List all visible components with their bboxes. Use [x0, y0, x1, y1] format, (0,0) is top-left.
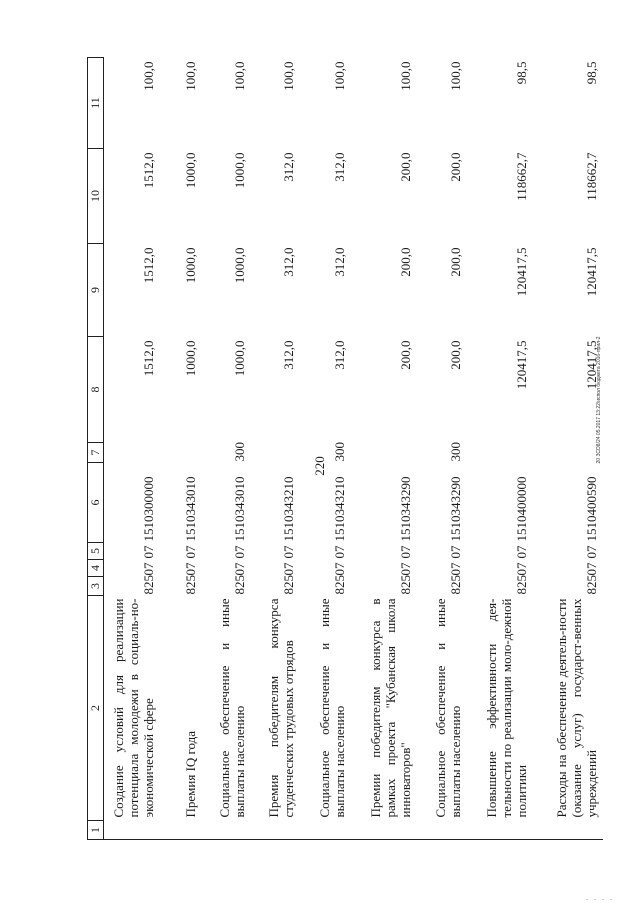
row-col-3: 825 [584, 575, 599, 595]
row-col-5: 07 [183, 545, 198, 559]
row-col-3: 825 [398, 575, 413, 595]
row-col-10: 312,0 [332, 152, 347, 182]
row-col-9: 312,0 [332, 247, 347, 277]
column-header-1: 1 [88, 821, 104, 840]
row-name: Премии победителям конкурса в рамках проекта "Кубанская школа инноваторов" [368, 598, 413, 818]
row-col-11: 100,0 [232, 61, 247, 91]
column-header-11: 11 [88, 58, 104, 149]
row-col-8: 120417,5 [584, 340, 599, 390]
row-col-9: 120417,5 [584, 247, 599, 297]
table-row [533, 58, 603, 840]
row-col-5: 07 [398, 545, 413, 559]
row-col-1 [533, 821, 603, 840]
row-col-11: 98,5 [584, 61, 599, 85]
table-row [160, 58, 202, 840]
table-row [300, 58, 351, 840]
row-col-6: 1510343290 [398, 476, 413, 542]
row-col-10: 118662,7 [514, 152, 529, 201]
row-col-10: 1000,0 [183, 152, 198, 189]
file-path-footer: 20 ЗСО8/24 05.2017 13:22/испол бюджета 2016-прил-2 [596, 336, 602, 464]
row-col-11: 100,0 [398, 61, 413, 91]
row-col-9: 312,0 [281, 247, 296, 277]
row-col-8: 200,0 [398, 340, 413, 370]
row-col-3: 825 [332, 575, 347, 595]
row-col-11: 100,0 [183, 61, 198, 91]
row-col-9: 1512,0 [141, 247, 156, 284]
row-col-5: 07 [332, 545, 347, 559]
row-name: Социальное обеспечение и иные выплаты населению [317, 598, 347, 818]
row-col-3: 825 [448, 575, 463, 595]
row-col-11: 98,5 [514, 61, 529, 85]
row-name: Социальное обеспечение и иные выплаты населению [217, 598, 247, 818]
row-col-1 [300, 821, 351, 840]
row-col-7 [467, 443, 533, 463]
row-col-4: 07 [281, 562, 296, 576]
row-col-5: 07 [584, 545, 599, 559]
column-header-7: 7 [88, 443, 104, 463]
table-body [88, 58, 604, 840]
row-col-11: 100,0 [281, 61, 296, 91]
column-header-8: 8 [88, 337, 104, 443]
row-name: Создание условий для реализации потенциала молодежи в социаль-но-экономической сфере [111, 598, 156, 818]
row-col-1 [104, 821, 161, 840]
row-name: Премия победителям конкурса студенческих трудовых отрядов [266, 598, 296, 818]
row-col-6: 1510400590 [584, 476, 599, 542]
row-name: Социальное обеспечение и иные выплаты населению [433, 598, 463, 818]
table-header-row [88, 58, 104, 840]
row-col-7 [251, 443, 300, 463]
row-col-11: 100,0 [448, 61, 463, 91]
table-row [417, 58, 467, 840]
row-col-4: 07 [398, 562, 413, 576]
row-col-1 [160, 821, 202, 840]
row-col-9: 200,0 [398, 247, 413, 277]
column-header-2: 2 [88, 596, 104, 821]
row-col-7 [533, 443, 603, 463]
row-col-6: 1510300000 [141, 476, 156, 542]
row-col-4: 07 [141, 562, 156, 576]
row-col-6: 1510343010 [183, 476, 198, 542]
row-col-4: 07 [584, 562, 599, 576]
corner-mark: . . . . [586, 893, 614, 902]
column-header-4: 4 [88, 560, 104, 577]
row-col-5: 07 [281, 545, 296, 559]
page-number: 220 [312, 456, 327, 476]
row-col-8: 200,0 [448, 340, 463, 370]
row-col-7: 300 [448, 442, 463, 462]
row-col-6: 1510343010 [232, 476, 247, 542]
row-col-10: 200,0 [398, 152, 413, 182]
budget-execution-table [87, 57, 603, 840]
row-col-6: 1510343210 [281, 476, 296, 542]
row-col-7 [160, 443, 202, 463]
row-col-11: 100,0 [141, 61, 156, 91]
row-name: Премия IQ года [183, 730, 198, 818]
row-col-1 [202, 821, 251, 840]
row-col-5: 07 [514, 545, 529, 559]
row-col-8: 120417,5 [514, 340, 529, 390]
column-header-10: 10 [88, 149, 104, 244]
row-col-9: 1000,0 [183, 247, 198, 284]
row-col-1 [351, 821, 417, 840]
row-col-6: 1510343290 [448, 476, 463, 542]
row-col-10: 200,0 [448, 152, 463, 182]
row-col-4: 07 [183, 562, 198, 576]
row-col-11: 100,0 [332, 61, 347, 91]
row-col-3: 825 [141, 575, 156, 595]
row-col-4: 07 [448, 562, 463, 576]
row-col-6: 1510400000 [514, 476, 529, 542]
row-col-7: 300 [232, 442, 247, 462]
row-col-1 [251, 821, 300, 840]
row-col-8: 1000,0 [183, 340, 198, 377]
row-col-10: 1000,0 [232, 152, 247, 189]
row-col-3: 825 [232, 575, 247, 595]
row-col-5: 07 [448, 545, 463, 559]
row-col-8: 1512,0 [141, 340, 156, 377]
row-col-7: 300 [332, 442, 347, 462]
row-col-3: 825 [183, 575, 198, 595]
row-col-3: 825 [514, 575, 529, 595]
column-header-9: 9 [88, 244, 104, 337]
row-col-4: 07 [514, 562, 529, 576]
table-row [351, 58, 417, 840]
row-col-8: 312,0 [281, 340, 296, 370]
row-col-4: 07 [232, 562, 247, 576]
row-col-9: 1000,0 [232, 247, 247, 284]
row-name: Расходы на обеспечение деятель-ности (оказание услуг) государст-венных учреждений [554, 598, 599, 818]
row-col-10: 1512,0 [141, 152, 156, 189]
table-row [251, 58, 300, 840]
row-col-9: 200,0 [448, 247, 463, 277]
rotated-table-container [87, 58, 617, 840]
row-col-5: 07 [232, 545, 247, 559]
row-col-1 [417, 821, 467, 840]
row-col-10: 312,0 [281, 152, 296, 182]
budget-table-area [87, 58, 617, 840]
row-col-7 [104, 443, 161, 463]
row-col-6: 1510343210 [332, 476, 347, 542]
row-col-8: 1000,0 [232, 340, 247, 377]
row-col-7 [351, 443, 417, 463]
column-header-3: 3 [88, 577, 104, 596]
row-col-10: 118662,7 [584, 152, 599, 201]
table-row [467, 58, 533, 840]
row-col-1 [467, 821, 533, 840]
table-row [202, 58, 251, 840]
row-col-3: 825 [281, 575, 296, 595]
column-header-5: 5 [88, 543, 104, 560]
row-col-8: 312,0 [332, 340, 347, 370]
table-row [104, 58, 161, 840]
column-header-6: 6 [88, 463, 104, 543]
row-name: Повышение эффективности дея-тельности по реализации моло-дежной политики [484, 598, 529, 818]
row-col-4: 07 [332, 562, 347, 576]
row-col-5: 07 [141, 545, 156, 559]
row-col-9: 120417,5 [514, 247, 529, 297]
